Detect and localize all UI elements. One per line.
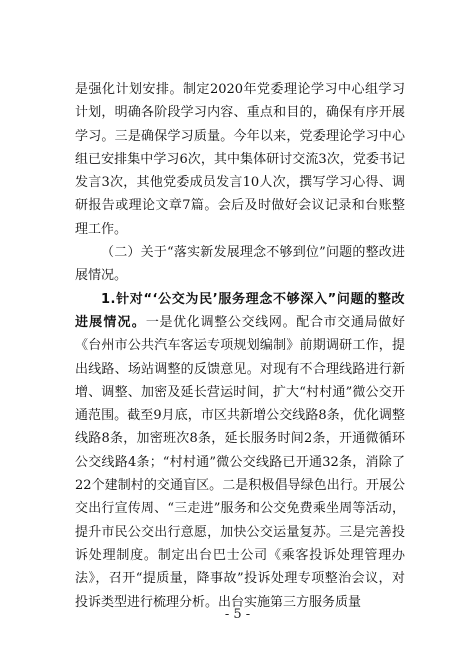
paragraph-study-plan: 是强化计划安排。制定2020年党委理论学习中心组学习计划，明确各阶段学习内容、重点和目的，确保有序开展学习。三是确保学习质量。今年以来，党委理论学习中心组已安排集中学习6次，其中集体研讨交流3次，党委书记发言3次，其他党委成员发言10人次，撰写学习心得、调研报告或理论文章7篇。会后及时做好会议记录和台账整理工作。 — [75, 82, 405, 237]
paragraph-transit-body: 一是优化调整公交线网。配合市交通局做好《台州市公共汽车客运专项规划编制》前期调研工作，提出线路、场站调整的反馈意见。对现有不合理线路进行新增、调整、加密及延长营运时间，扩大“村村通”微公交开通范围。截至9月底，市区共新增公交线路8条，优化调整线路8条，加密班次8条，延长服务时间2条，开通微循环公交线路4条；“村村通”微公交线路已开通32条，消除了22个建制村的交通盲区。二是积极倡导绿色出行。开展公交出行宣传周、“三走进”服务和公交免费乘坐周等活动，提升市民公交出行意愿，加快公交运量复苏。三是完善投诉处理制度。制定出台巴士公司《乘客投诉处理管理办法》，召开“提质量，降事故”投诉处理专项整治会议，对投诉类型进行梳理分析。出台实施第三方服务质量 — [75, 314, 405, 610]
paragraph-public-transit — [75, 288, 405, 614]
body-text — [75, 78, 405, 614]
item-heading-transit-service: 1.针对“‘公交为民’服务理念不够深入”问题的整改进展情况。 — [75, 291, 405, 330]
page-number: - 5 - — [224, 607, 251, 622]
section-heading-new-development: （二）关于“落实新发展理念不够到位”问题的整改进展情况。 — [75, 245, 405, 284]
